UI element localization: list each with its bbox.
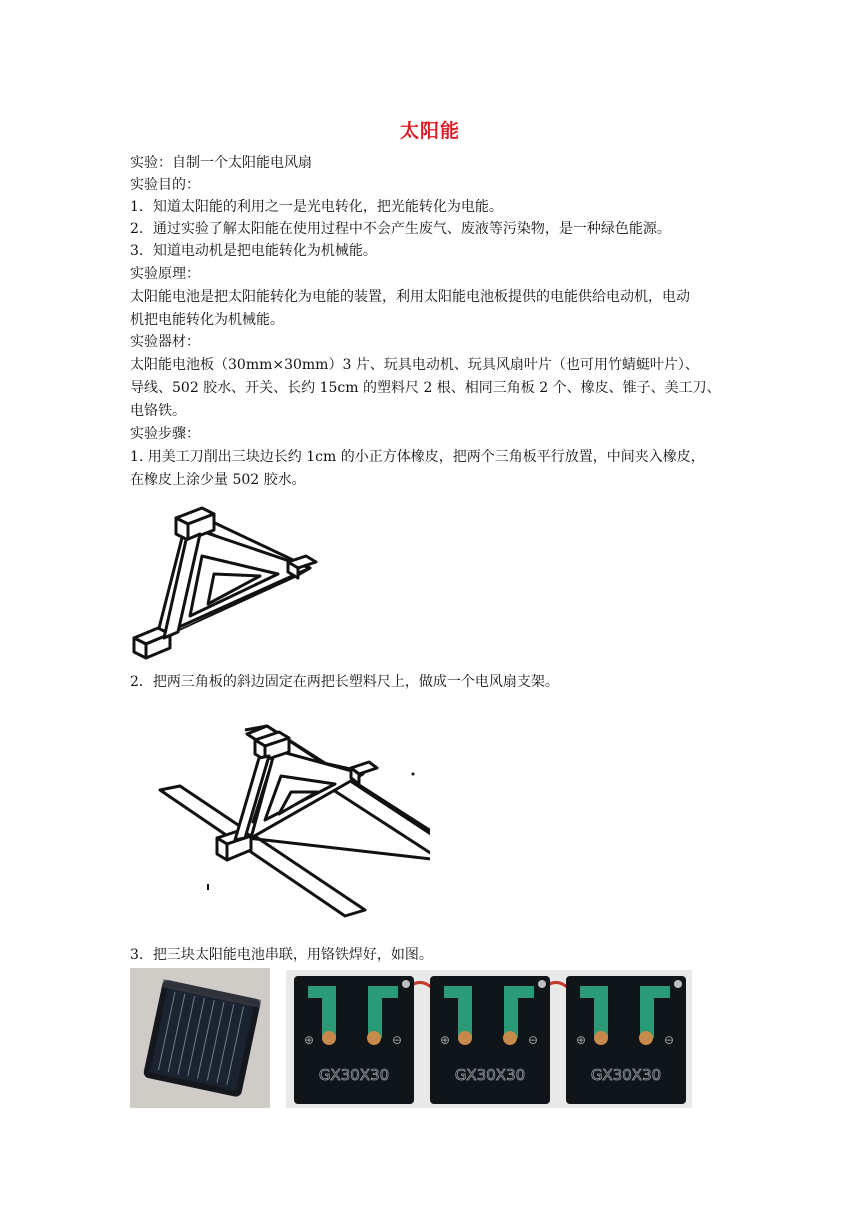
materials-text-line-2: 导线、502 胶水、开关、长约 15cm 的塑料尺 2 根、相同三角板 2 个、橡皮、锥子、美工刀、 [130,380,721,396]
step2-text: 2．把两三角板的斜边固定在两把长塑料尺上，做成一个电风扇支架。 [130,674,559,690]
solar-cell-image [130,968,270,1108]
panel-label: GX30X30 [454,1066,526,1084]
minus-terminal-icon: ⊖ [392,1033,403,1047]
section-heading-steps: 实验步骤： [130,426,200,442]
figure-triangle-plates-with-erasers [128,500,318,660]
solar-panel [430,976,550,1104]
purpose-item-1: 1．知道太阳能的利用之一是光电转化，把光能转化为电能。 [130,199,503,215]
minus-terminal-icon: ⊖ [664,1033,675,1047]
purpose-item-3: 3．知道电动机是把电能转化为机械能。 [130,243,377,259]
plus-terminal-icon: ⊕ [304,1033,315,1047]
solar-cell-photo [130,968,270,1108]
purpose-item-2: 2．通过实验了解太阳能在使用过程中不会产生废气、废液等污染物，是一种绿色能源。 [130,221,671,237]
minus-terminal-icon: ⊖ [528,1033,539,1047]
panel-label: GX30X30 [318,1066,390,1084]
plus-terminal-icon: ⊕ [440,1033,451,1047]
section-heading-purpose: 实验目的： [130,177,200,193]
experiment-title: 实验：自制一个太阳能电风扇 [130,155,312,171]
solar-panel [566,976,686,1104]
page-title: 太阳能 [399,120,460,142]
step1-text-line-2: 在橡皮上涂少量 502 胶水。 [130,472,306,488]
plus-terminal-icon: ⊕ [576,1033,587,1047]
section-heading-principle: 实验原理： [130,266,200,282]
step3-text: 3．把三块太阳能电池串联，用铬铁焊好，如图。 [130,947,433,963]
panel-label: GX30X30 [590,1066,662,1084]
materials-text-line-3: 电铬铁。 [130,403,186,419]
figure-fan-stand [155,710,430,925]
step1-text-line-1: 1. 用美工刀削出三块边长约 1cm 的小正方体橡皮，把两个三角板平行放置，中间夹入橡皮， [130,449,705,465]
solar-panel [294,976,414,1104]
principle-text-line-1: 太阳能电池是把太阳能转化为电能的装置，利用太阳能电池板提供的电能供给电动机，电动 [130,289,690,305]
principle-text-line-2: 机把电能转化为机械能。 [130,312,284,328]
section-heading-materials: 实验器材： [130,334,200,350]
series-solar-cells-photo [286,970,692,1108]
materials-text-line-1: 太阳能电池板（30mm×30mm）3 片、玩具电动机、玩具风扇叶片（也可用竹蜻蜓叶片）、 [130,357,699,373]
